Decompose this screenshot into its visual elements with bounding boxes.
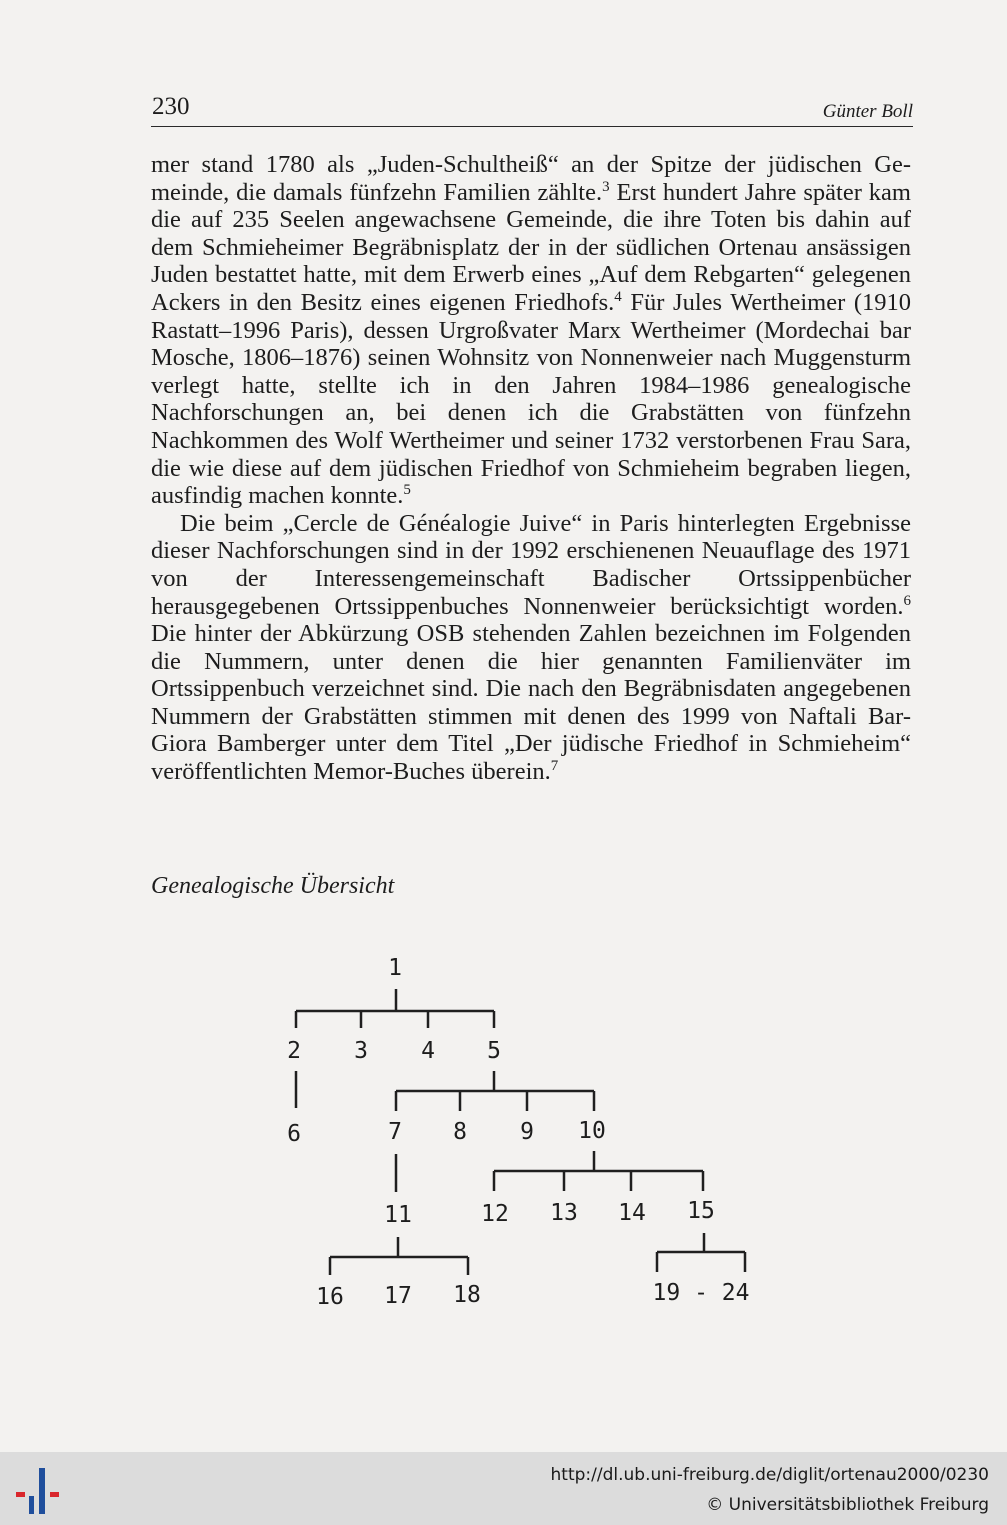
tree-node: 7 — [388, 1119, 402, 1145]
document-url-link[interactable]: http://dl.ub.uni-freiburg.de/diglit/ortenau2000/0230 — [550, 1465, 989, 1485]
tree-node: 4 — [421, 1038, 435, 1064]
footnote-ref: 5 — [403, 482, 411, 499]
tree-node: 18 — [453, 1282, 481, 1308]
tree-node: 1 — [388, 955, 402, 981]
library-logo-icon — [14, 1465, 62, 1517]
page-header — [151, 92, 913, 127]
footnote-ref: 6 — [903, 592, 911, 609]
tree-node: 2 — [287, 1038, 301, 1064]
tree-node: 8 — [453, 1119, 467, 1145]
tree-node: 6 — [287, 1121, 301, 1147]
tree-node: 16 — [316, 1284, 344, 1310]
paragraph: Die beim „Cercle de Généalogie Juive“ in Paris hinterlegten Ergebnisse dieser Nachforschungen sind in der 1992 erschienenen Neuauflage des 1971 von der Interessengemeinschaft Badischer Ortssippenbücher herausgegebenen Ortssippenbuches Nonnenweier berücksichtigt worden.$^6$ Die hinter der Abkürzung OSB stehenden Zahlen bezeichnen im Folgenden die Nummern, unter denen die hier genannten Familienväter im Ortssippenbuch verzeichnet sind. Die nach den Begräbnisdaten angegebenen Nummern der Grabstätten stimmen mit denen des 1999 von Naftali Bar-Giora Bamberger unter dem Titel „Der jüdische Friedhof in Schmieheim“ veröffentlichten Memor-Buches überein.$^7$ — [151, 509, 911, 786]
tree-node: 9 — [520, 1119, 534, 1145]
library-footer — [0, 1452, 1007, 1525]
paragraph: mer stand 1780 als „Juden-Schultheiß“ an der Spitze der jüdischen Ge- meinde, die damals fünfzehn Familien zählte.$^3$ Erst hundert Jahre später kam die auf 235 Seelen angewachsene Gemeinde, die ihre Toten bis dahin auf dem Schmieheimer Begräbnisplatz der in der südlichen Ortenau ansässigen Juden bestattet hatte, mit dem Erwerb eines „Auf dem Rebgarten“ gelegenen Ackers in den Besitz eines eigenen Friedhofs.$^4$ Für Jules Wertheimer (1910 Rastatt–1996 Paris), dessen Urgroßvater Marx Wertheimer (Mordechai bar Mosche, 1806–1876) seinen Wohnsitz von Nonnenweier nach Muggensturm verlegt hatte, stellte ich in den Jahren 1984–1986 genealogische Nachforschungen an, bei denen ich die Grabstätten von fünfzehn Nachkommen des Wolf Wertheimer und seiner 1732 verstorbenen Frau Sara, die wie diese auf dem jüdischen Friedhof von Schmieheim begraben liegen, ausfindig machen konnte.$^5$ — [151, 151, 911, 510]
running-head-author: Günter Boll — [822, 101, 913, 122]
page-number: 230 — [152, 93, 190, 120]
tree-node: 12 — [481, 1201, 509, 1227]
tree-node: 14 — [618, 1200, 646, 1226]
tree-node: 5 — [487, 1038, 501, 1064]
tree-node: 11 — [384, 1202, 412, 1228]
tree-node: 3 — [354, 1038, 368, 1064]
tree-node: 13 — [550, 1200, 578, 1226]
copyright-notice: © Universitätsbibliothek Freiburg — [706, 1495, 989, 1515]
tree-node-range: 19 - 24 — [652, 1280, 750, 1306]
footnote-ref: 4 — [614, 288, 622, 305]
genealogy-tree — [0, 940, 1007, 1320]
tree-node: 15 — [687, 1198, 715, 1224]
footnote-ref: 3 — [602, 178, 610, 195]
body-text — [151, 151, 911, 786]
tree-node: 10 — [578, 1118, 606, 1144]
tree-node: 17 — [384, 1283, 412, 1309]
footnote-ref: 7 — [550, 758, 559, 775]
section-heading: Genealogische Übersicht — [151, 873, 395, 899]
